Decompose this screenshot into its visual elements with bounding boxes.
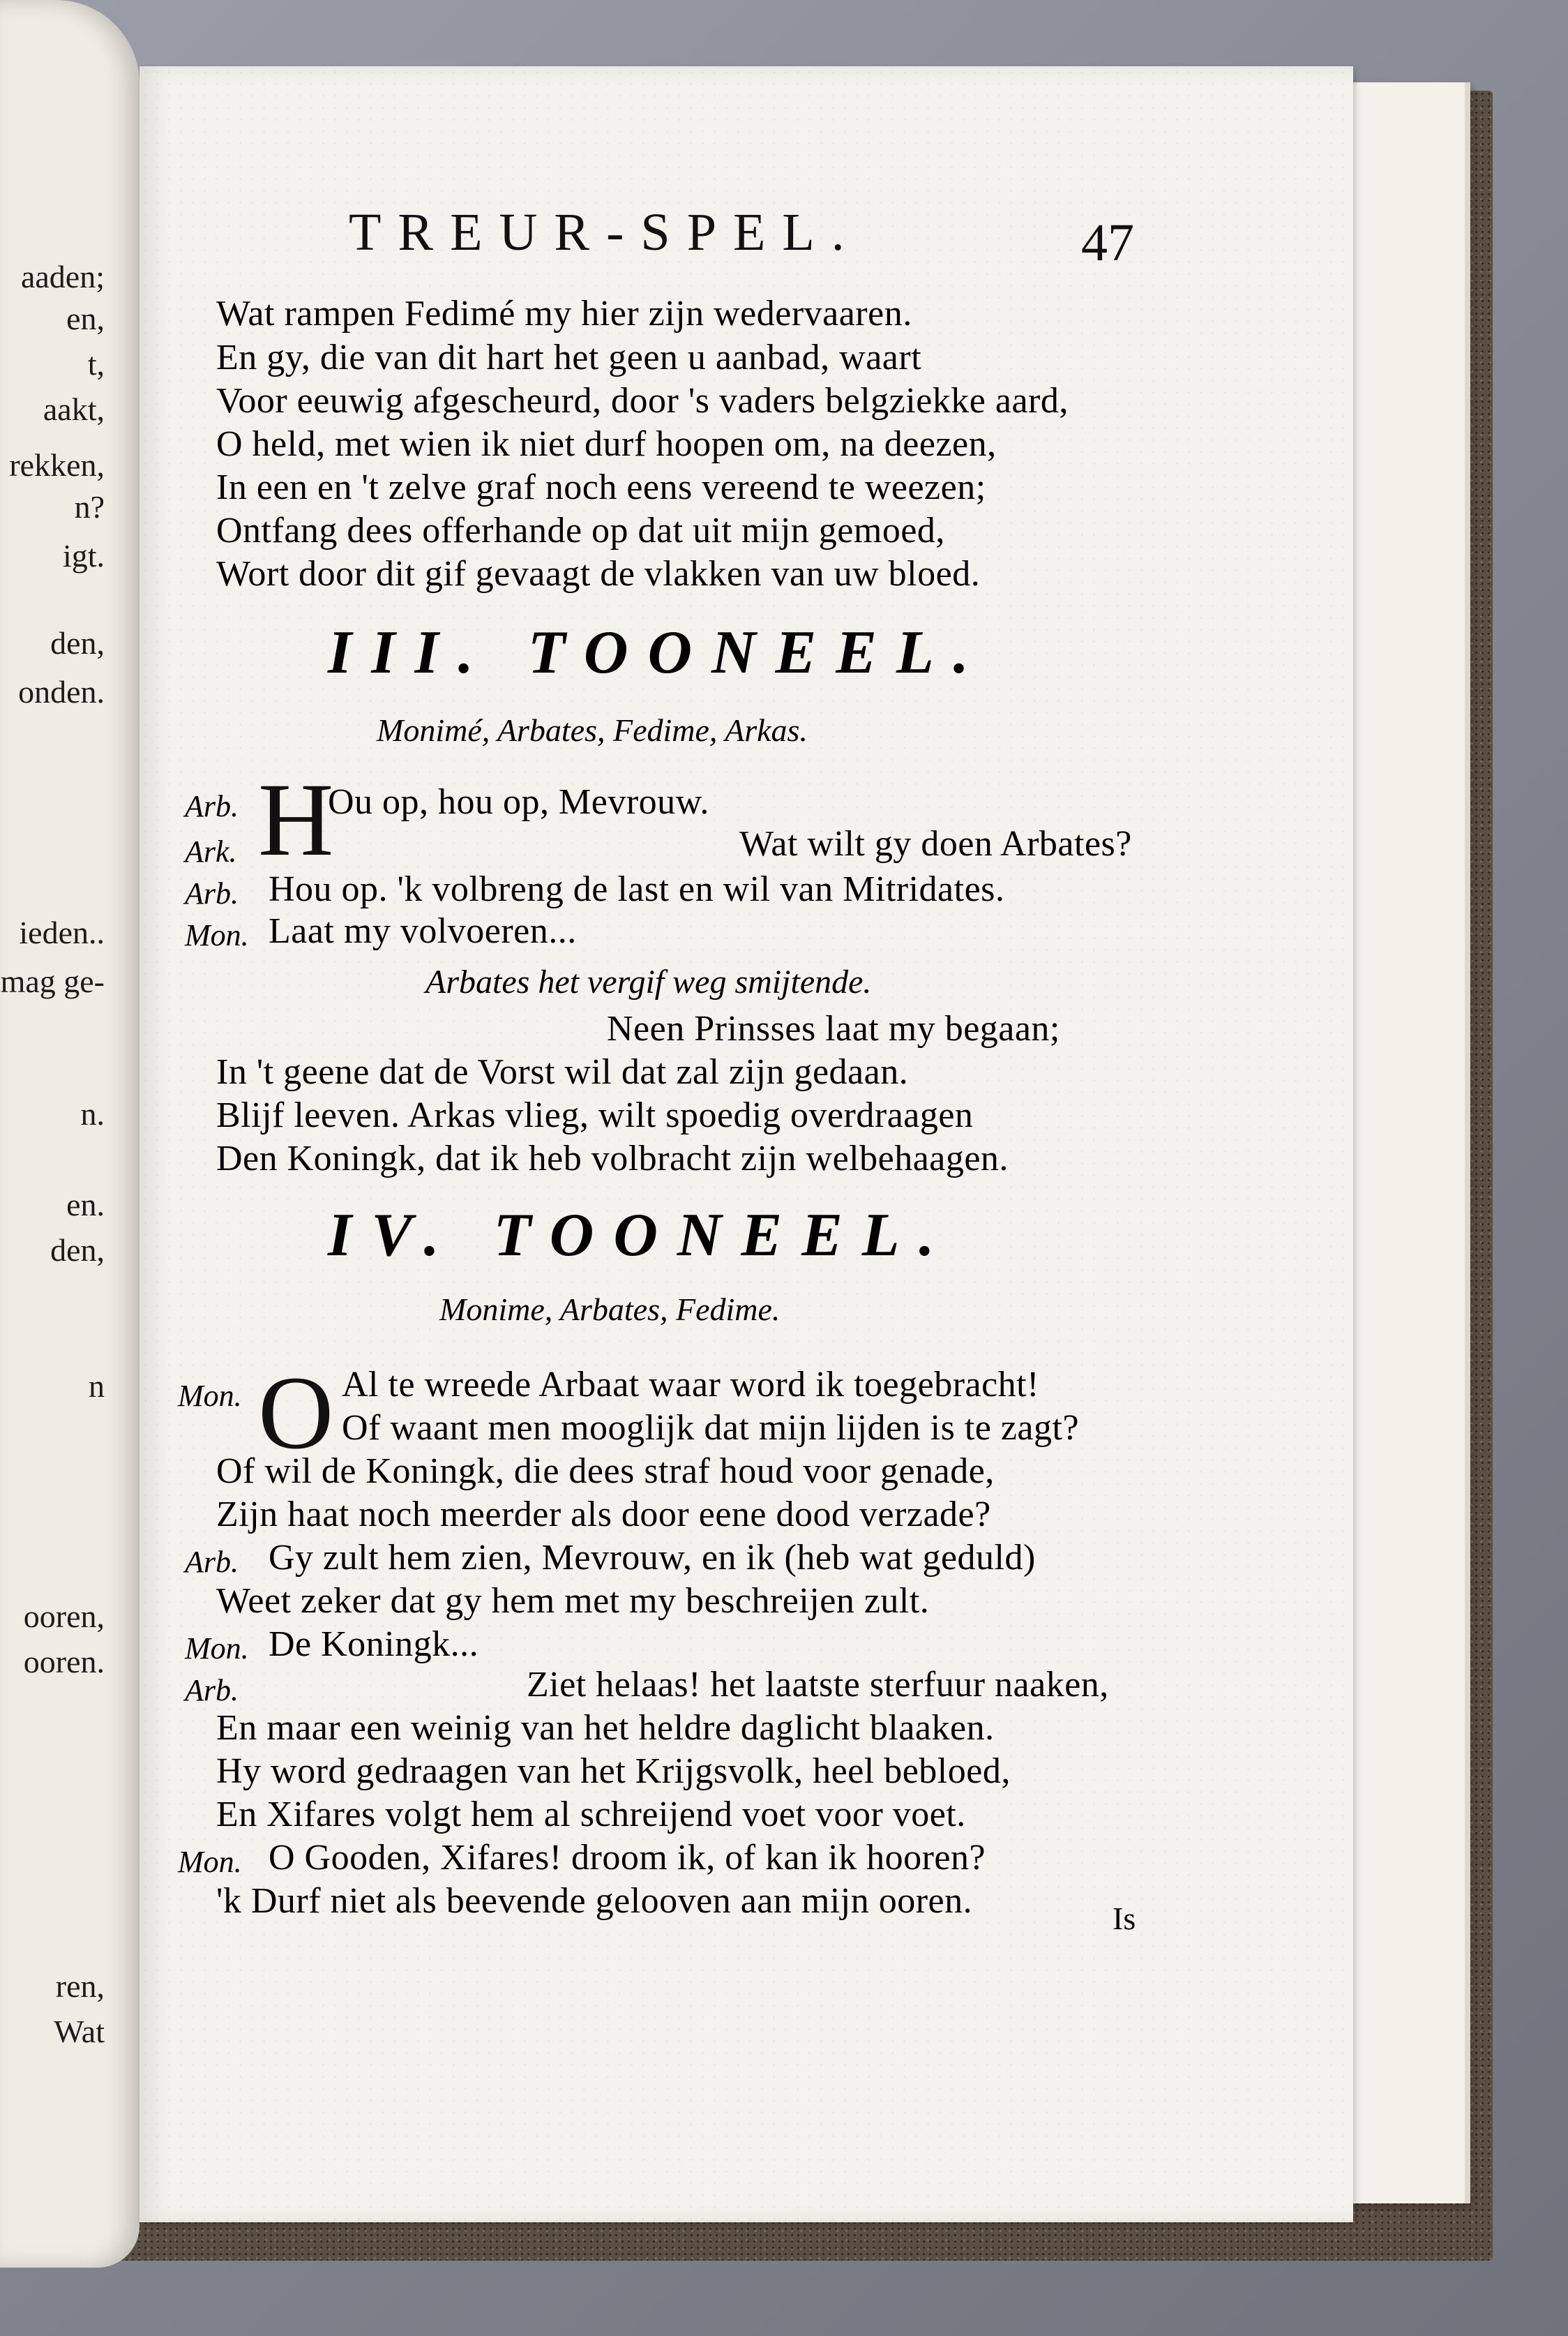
left-page-fragment: en. (66, 1187, 105, 1222)
verse-line: Wort door dit gif gevaagt de vlakken van uw bloed. (216, 554, 981, 594)
verse-line: Al te wreede Arbaat waar word ik toegebracht! (342, 1365, 1039, 1405)
left-page-fragment: ooren, (23, 1598, 105, 1634)
verse-line: Of wil de Koningk, die dees straf houd voor genade, (216, 1451, 995, 1491)
left-page-fragment: ieden.. (19, 915, 105, 950)
verse-line: En maar een weinig van het heldre daglicht blaaken. (216, 1708, 995, 1748)
verse-line: O held, met wien ik niet durf hoopen om, na deezen, (216, 424, 997, 464)
verse-line: Den Koningk, dat ik heb volbracht zijn welbehaagen. (216, 1139, 1009, 1178)
speaker-label: Arb. (185, 1673, 239, 1707)
catchword: Is (1113, 1901, 1136, 1936)
cast-list: Monime, Arbates, Fedime. (439, 1291, 781, 1327)
verse-line: Zijn haat noch meerder als door eene dood verzade? (216, 1495, 991, 1534)
left-page-fragment: Wat (54, 2014, 105, 2049)
left-page-fragment: den, (50, 1232, 105, 1268)
left-page-fragment: aakt, (43, 391, 105, 427)
verse-line: Of waant men mooglijk dat mijn lijden is te zagt? (342, 1408, 1080, 1448)
left-page-fragment: aaden; (20, 259, 105, 294)
left-page-fragment: en, (66, 301, 105, 336)
speaker-label: Ark. (185, 834, 237, 869)
drop-capital: O (258, 1355, 334, 1471)
speaker-label: Arb. (185, 1545, 239, 1579)
scene-heading: IV. TOONEEL. (328, 1201, 954, 1269)
left-page-fragment: igt. (62, 538, 105, 574)
left-page-fragment: ooren. (23, 1644, 105, 1679)
left-page-fragment: rekken, (9, 447, 105, 483)
verse-line: In een en 't zelve graf noch eens vereend te weezen; (216, 467, 986, 507)
left-facing-page (0, 0, 140, 2268)
speaker-label: Mon. (185, 918, 249, 952)
speaker-label: Mon. (178, 1845, 242, 1879)
verse-line: Blijf leeven. Arkas vlieg, wilt spoedig overdraagen (216, 1095, 974, 1135)
left-page-fragment: mag ge- (0, 964, 105, 999)
speaker-label: Mon. (185, 1631, 249, 1665)
verse-line: En gy, die van dit hart het geen u aanbad, waart (216, 338, 922, 377)
verse-line: De Koningk... (269, 1624, 479, 1664)
left-page-fragment: t, (87, 346, 105, 382)
speaker-label: Arb. (185, 876, 239, 911)
page-number: 47 (1081, 214, 1134, 272)
drop-capital: H (258, 762, 334, 878)
verse-line: Laat my volvoeren... (269, 911, 577, 951)
verse-line: Gy zult hem zien, Mevrouw, en ik (heb wat geduld) (269, 1538, 1036, 1578)
cast-list: Monimé, Arbates, Fedime, Arkas. (377, 712, 808, 748)
verse-line: Hou op. 'k volbreng de last en wil van Mitridates. (269, 869, 1005, 909)
left-page-fragment: ren, (55, 1968, 105, 2004)
verse-line: Wat wilt gy doen Arbates? (739, 824, 1132, 864)
verse-line: Neen Prinsses laat my begaan; (607, 1009, 1060, 1049)
right-page (140, 66, 1353, 2222)
left-page-fragment: den, (50, 625, 105, 661)
verse-line: Ontfang dees offerhande op dat uit mijn gemoed, (216, 511, 945, 551)
left-page-fragment: n (89, 1368, 105, 1404)
left-page-fragment: n? (74, 489, 105, 525)
verse-line: Hy word gedraagen van het Krijgsvolk, heel bebloed, (216, 1751, 1011, 1791)
verse-line: Wat rampen Fedimé my hier zijn wedervaaren. (216, 294, 912, 334)
speaker-label: Mon. (178, 1379, 242, 1413)
stage-direction: Arbates het vergif weg smijtende. (425, 964, 872, 1001)
left-page-fragment: n. (80, 1096, 105, 1132)
speaker-label: Arb. (185, 789, 239, 823)
verse-line: Weet zeker dat gy hem met my beschreijen zult. (216, 1581, 930, 1621)
verse-line: 'k Durf niet als beevende gelooven aan mijn ooren. (216, 1881, 973, 1921)
left-page-fragment: onden. (18, 674, 105, 710)
running-head: TREUR-SPEL. (349, 203, 861, 262)
verse-line: En Xifares volgt hem al schreijend voet voor voet. (216, 1795, 966, 1834)
scene-heading: III. TOONEEL. (328, 619, 988, 687)
verse-line: Voor eeuwig afgescheurd, door 's vaders belgziekke aard, (216, 381, 1069, 421)
verse-line: In 't geene dat de Vorst wil dat zal zijn gedaan. (216, 1052, 909, 1092)
verse-line: Ziet helaas! het laatste sterfuur naaken, (527, 1665, 1109, 1705)
verse-line: Ou op, hou op, Mevrouw. (328, 782, 709, 822)
verse-line: O Gooden, Xifares! droom ik, of kan ik hooren? (269, 1838, 986, 1878)
